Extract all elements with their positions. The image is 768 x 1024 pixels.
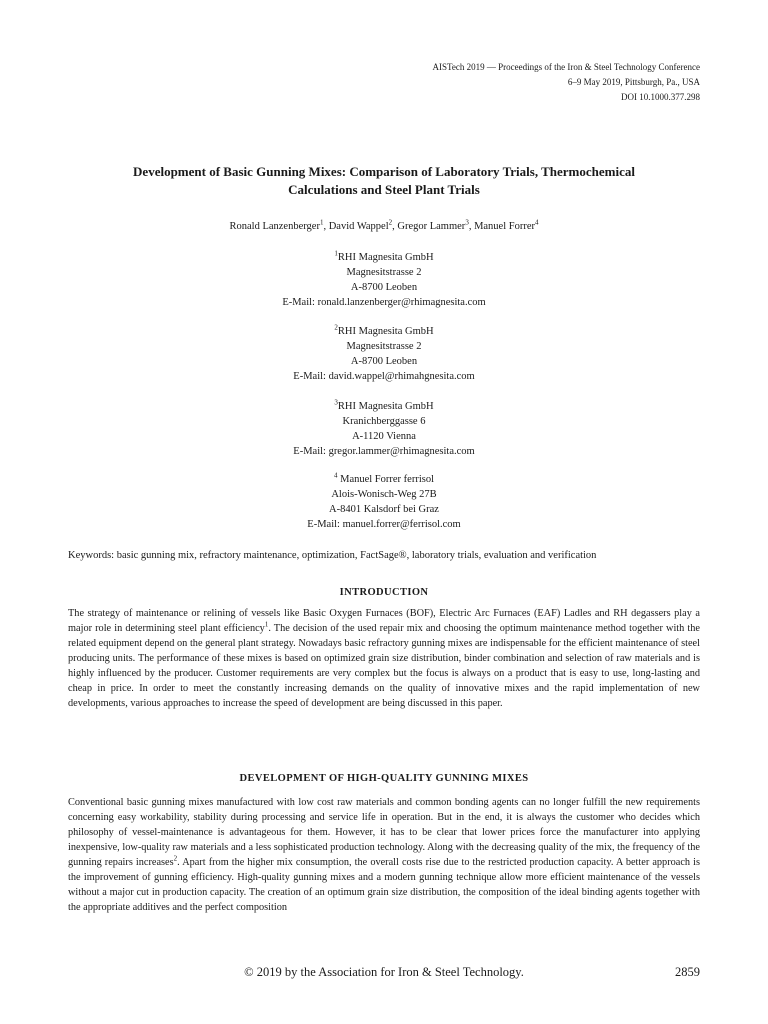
affiliation-city: A-8700 Leoben: [350, 356, 418, 367]
affiliation-block: [60, 472, 708, 532]
affiliation-email: E-Mail: manuel.forrer@ferrisol.com: [307, 519, 461, 530]
author-name: Ronald Lanzenberger: [229, 221, 320, 232]
conference-name: AISTech 2019 — Proceedings of the Iron & Steel Technology Conference: [432, 62, 700, 72]
affiliation-mark: 2: [334, 323, 338, 332]
citation-ref: 2: [173, 854, 178, 863]
affiliation-city: A-8700 Leoben: [350, 282, 418, 293]
page-number: 2859: [675, 965, 700, 979]
affiliation-street: Magnesitstrasse 2: [346, 341, 422, 352]
title-line-2: Calculations and Steel Plant Trials: [288, 182, 480, 197]
paragraph-text: The strategy of maintenance or relining of vessels like Basic Oxygen Furnaces (BOF), Electric Arc Furnaces (EAF) Ladles and RH degassers play a major role in determining steel plant efficiency: [68, 608, 700, 634]
section-heading-introduction: INTRODUCTION: [339, 587, 429, 598]
author-name: David Wappel: [328, 221, 389, 232]
copyright-notice: © 2019 by the Association for Iron & Steel Technology.: [244, 965, 524, 979]
affiliation-city: A-8401 Kalsdorf bei Graz: [329, 504, 439, 515]
conference-header: [280, 60, 700, 105]
author-mark: 4: [535, 218, 539, 227]
affiliation-mark: 3: [334, 398, 338, 407]
doi: DOI 10.1000.377.298: [621, 92, 700, 102]
paragraph-text: . The decision of the used repair mix and choosing the optimum maintenance method together with the related equipment depend on the general plant strategy. Nowadays basic refractory gunning mixes are indispensable for the efficient maintenance of steel producing units. The performance of these mixes is based on optimized grain size distribution, binder combination and selection of raw materials and is highly influenced by the producer. Customer requirements are very complex but the focus is always on a product that is easy to use, long-lasting and cheap in price. In order to meet the constantly increasing demands on the quality of innovative mixes and the rapid implementation of new developments, various approaches to increase the speed of development are being discussed in this paper.: [68, 623, 700, 709]
affiliation-city: A-1120 Vienna: [352, 431, 416, 442]
affiliation-email: E-Mail: gregor.lammer@rhimagnesita.com: [293, 446, 475, 457]
keywords: Keywords: basic gunning mix, refractory maintenance, optimization, FactSage®, laboratory trials, evaluation and verification: [68, 550, 597, 561]
title-line-1: Development of Basic Gunning Mixes: Comparison of Laboratory Trials, Thermochemical: [133, 164, 635, 179]
affiliation-block: [60, 399, 708, 459]
paragraph-text: . Apart from the higher mix consumption, the overall costs rise due to the restricted production capacity. A better approach is the improvement of gunning efficiency. High-quality gunning mixes and a modern gunning technique allow more efficient maintenance of the vessels without a major cut in production capacity. The creation of an optimum grain size distribution, the composition of the ideal binding agents together with the appropriate additives and the perfect composition: [68, 857, 700, 913]
affiliation-street: Alois-Wonisch-Weg 27B: [331, 489, 437, 500]
affiliation-street: Kranichberggasse 6: [342, 416, 426, 427]
author-mark: 3: [465, 218, 469, 227]
affiliation-org: RHI Magnesita GmbH: [337, 326, 434, 337]
author-separator: ,: [323, 221, 329, 232]
author-mark: 1: [319, 218, 324, 227]
author-separator: ,: [468, 221, 475, 232]
citation-ref: 1: [264, 620, 269, 629]
affiliation-email: E-Mail: ronald.lanzenberger@rhimagnesita.com: [282, 297, 486, 308]
author-list: [60, 219, 708, 234]
affiliation-email: E-Mail: david.wappel@rhimahgnesita.com: [293, 371, 475, 382]
introduction-paragraph: [68, 606, 700, 711]
affiliation-org: Manuel Forrer ferrisol: [337, 474, 434, 485]
conference-dates: 6–9 May 2019, Pittsburgh, Pa., USA: [567, 77, 700, 87]
affiliation-block: [60, 324, 708, 384]
affiliation-mark: 4: [333, 471, 338, 480]
affiliation-street: Magnesitstrasse 2: [346, 267, 422, 278]
author-name: Gregor Lammer: [397, 221, 466, 232]
paper-title: [60, 163, 708, 199]
paragraph-text: Conventional basic gunning mixes manufactured with low cost raw materials and common bonding agents can no longer fulfill the new requirements concerning easy workability, stability during processing and service life in operation. But in the end, it is always the customer who decides which philosophy of vessel-maintenance is advantageous for them. However, it has to be clear that lower prices force the manufacturer into applying inexpensive, low-quality raw materials and a less sophisticated production technology. Along with the decreasing quality of the mix, the frequency of the gunning repairs increases: [68, 797, 700, 868]
author-separator: ,: [392, 221, 398, 232]
affiliation-org: RHI Magnesita GmbH: [337, 252, 434, 263]
author-name: Manuel Forrer: [474, 221, 536, 232]
section-heading-development: DEVELOPMENT OF HIGH-QUALITY GUNNING MIXES: [239, 773, 529, 784]
affiliation-org: RHI Magnesita GmbH: [337, 401, 434, 412]
affiliation-block: [60, 250, 708, 310]
author-mark: 2: [388, 218, 393, 227]
development-paragraph: [68, 795, 700, 915]
affiliation-mark: 1: [334, 249, 338, 258]
